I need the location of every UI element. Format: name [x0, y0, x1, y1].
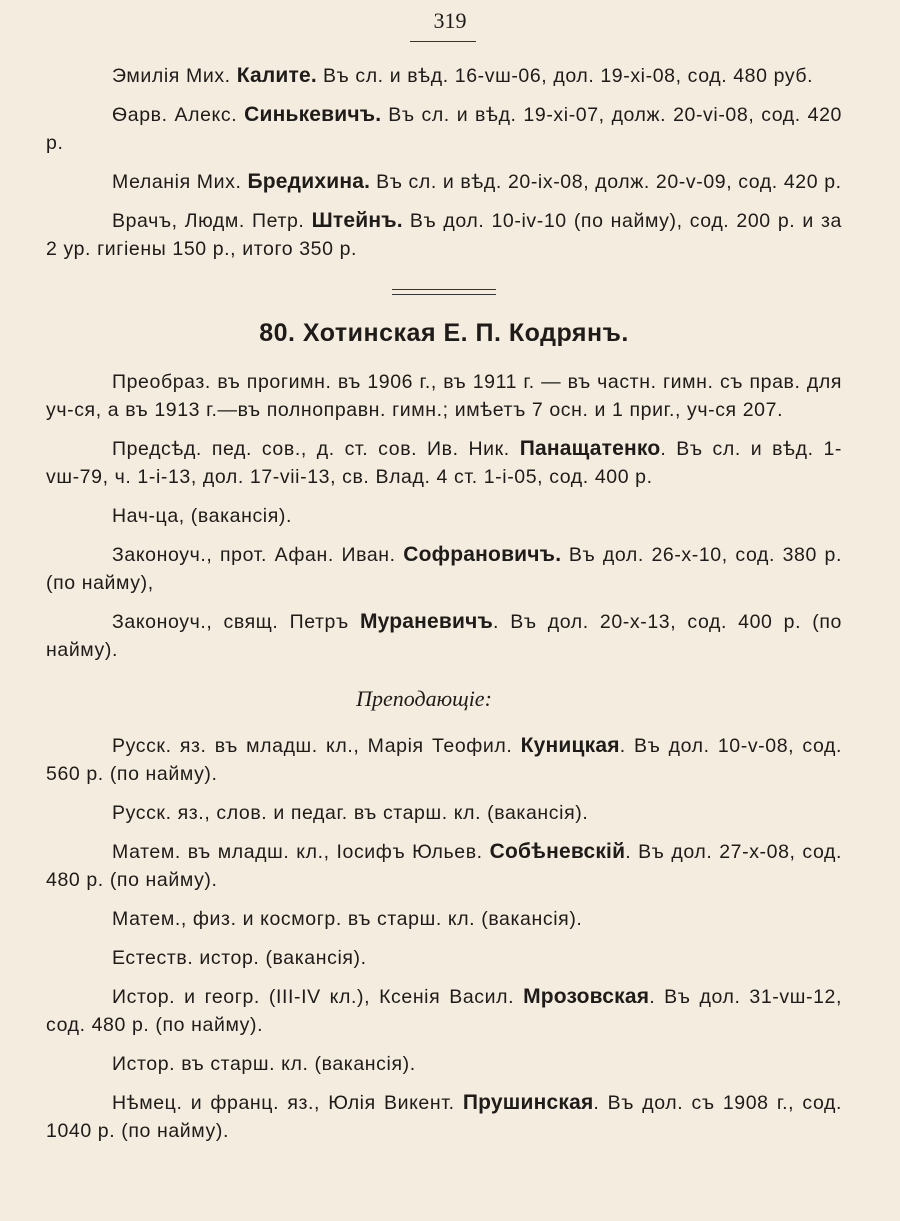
- section-title-text: Хотинская Е. П. Кодрянъ.: [302, 319, 629, 347]
- teacher-entry: Истор. и геогр. (III-IV кл.), Ксенія Васил. Мрозовская. Въ дол. 31-vш-12, сод. 480 р. (по найму).: [46, 985, 842, 1036]
- top-entries: [46, 62, 842, 263]
- person-name: Штейнъ.: [311, 209, 403, 232]
- teacher-entry: Русск. яз. въ младш. кл., Марія Теофил. Куницкая. Въ дол. 10-v-08, сод. 560 р. (по найму).: [46, 734, 843, 785]
- teacher-entry: Естеств. истор. (вакансія).: [112, 947, 367, 969]
- person-name: Мрозовская: [523, 985, 650, 1008]
- section-number: 80: [259, 319, 289, 347]
- teachers-heading: Преподающіе:: [356, 686, 492, 711]
- entry: Врачъ, Людм. Петр. Штейнъ. Въ дол. 10-iv-10 (по найму), сод. 200 р. и за 2 ур. гигіены 150 р., итого 350 р.: [46, 209, 843, 260]
- page-number: 319: [433, 8, 467, 33]
- page-number-rule: [410, 41, 476, 42]
- person-name: Мураневичъ: [359, 610, 494, 633]
- person-name: Синькевичъ.: [244, 103, 382, 126]
- staff-entry: Законоуч., прот. Афан. Иван. Софрановичъ. Въ дол. 26-x-10, сод. 380 р. (по найму),: [46, 543, 842, 594]
- teacher-entry: Матем., физ. и космогр. въ старш. кл. (вакансія).: [112, 908, 583, 930]
- section-divider: [392, 289, 496, 295]
- person-name: Куницкая: [520, 734, 620, 757]
- teacher-entry: Нѣмец. и франц. яз., Юлія Викент. Прушинская. Въ дол. съ 1908 г., сод. 1040 р. (по найму).: [46, 1091, 842, 1142]
- person-name: Бредихина.: [247, 170, 371, 193]
- page-body: [46, 62, 842, 1145]
- person-name: Прушинская: [462, 1091, 594, 1114]
- teacher-entry: Матем. въ младш. кл., Іосифъ Юльев. Собѣневскій. Въ дол. 27-x-08, сод. 480 р. (по найму).: [46, 840, 843, 891]
- teacher-entry: Истор. въ старш. кл. (вакансія).: [112, 1053, 416, 1075]
- entry: Ѳарв. Алекс. Синькевичъ. Въ сл. и вѣд. 19-xi-07, долж. 20-vi-08, сод. 420 р.: [46, 103, 842, 154]
- entry: Эмилія Мих. Калите. Въ сл. и вѣд. 16-vш-06, дол. 19-xi-08, сод. 480 руб.: [112, 64, 814, 87]
- section-title: 80. Хотинская Е. П. Кодрянъ.: [259, 319, 629, 347]
- person-name: Софрановичъ.: [403, 543, 562, 566]
- teachers-list: [46, 732, 842, 1145]
- staff-entry: Предсѣд. пед. сов., д. ст. сов. Ив. Ник. Панащатенко. Въ сл. и вѣд. 1-vш-79, ч. 1-i-13, дол. 17-vii-13, св. Влад. 4 ст. 1-i-05, сод. 400 р.: [46, 437, 842, 488]
- staff-list: [46, 435, 842, 664]
- entry: Меланія Мих. Бредихина. Въ сл. и вѣд. 20-ix-08, долж. 20-v-09, сод. 420 р.: [112, 170, 842, 193]
- teacher-entry: Русск. яз., слов. и педаг. въ старш. кл. (вакансія).: [112, 802, 589, 824]
- person-name: Панащатенко: [519, 437, 661, 460]
- section-intro: Преобраз. въ прогимн. въ 1906 г., въ 1911 г. — въ частн. гимн. съ прав. для уч-ся, а въ 1913 г.—въ полноправн. гимн.; имѣетъ 7 осн. и 1 приг., уч-ся 207.: [46, 371, 842, 421]
- staff-entry: Законоуч., свящ. Петръ Мураневичъ. Въ дол. 20-x-13, сод. 400 р. (по найму).: [46, 610, 842, 661]
- person-name: Калите.: [236, 64, 317, 87]
- staff-entry: Нач-ца, (вакансія).: [112, 505, 293, 527]
- person-name: Собѣневскій: [489, 840, 626, 863]
